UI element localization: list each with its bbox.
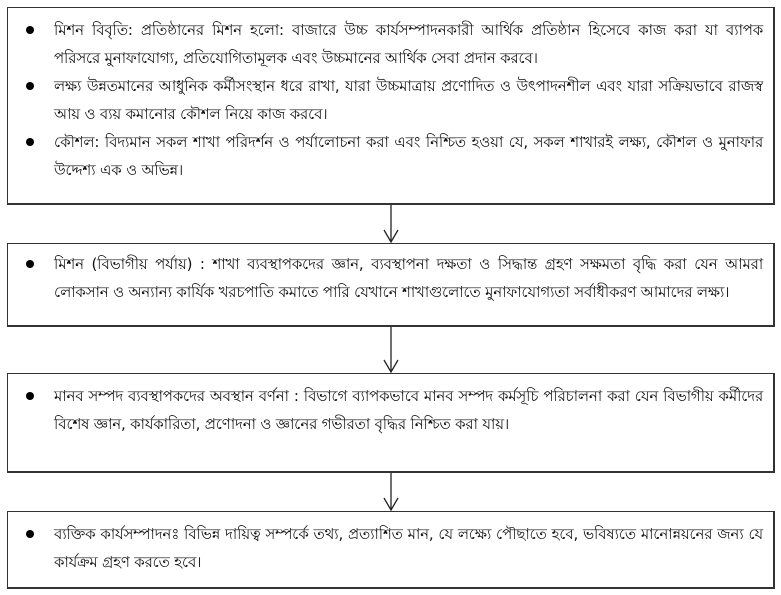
bullet-icon bbox=[18, 72, 54, 100]
item-text: লক্ষ্য উন্নতমানের আধুনিক কর্মীসংস্থান ধরে রাখা, যারা উচ্চমাত্রায় প্রণোদিত ও উৎপাদনশীল এবং যারা সক্রিয়ভাবে রাজস্ব আয় ও ব্যয় কমানোর কৌশল নিয়ে কাজ করবে। bbox=[54, 77, 763, 123]
flow-box-individual-performance bbox=[7, 511, 775, 589]
bullet-icon bbox=[18, 382, 54, 410]
down-arrow-icon bbox=[383, 473, 399, 511]
list-item bbox=[18, 250, 763, 306]
down-arrow-icon bbox=[383, 205, 399, 243]
bullet-icon bbox=[18, 520, 54, 548]
item-text: মানব সম্পদ ব্যবস্থাপকদের অবস্থান বর্ণনা : বিভাগে ব্যাপকভাবে মানব সম্পদ কর্মসূচি পরিচালনা করা যেন বিভাগীয় কর্মীদের বিশেষ জ্ঞান, কার্যকারিতা, প্রণোদনা ও জ্ঞানের গভীরতা বৃদ্ধির নিশ্চিত করা যায়। bbox=[54, 387, 763, 433]
list-item bbox=[18, 520, 763, 576]
item-text: মিশন বিবৃতি: প্রতিষ্ঠানের মিশন হলো: বাজারে উচ্চ কার্যসম্পাদনকারী আর্থিক প্রতিষ্ঠান হিসেবে কাজ করা যা ব্যাপক পরিসরে মুনাফাযোগ্য, প্রতিযোগিতামূলক এবং উচ্চমানের আর্থিক সেবা প্রদান করবে। bbox=[54, 21, 763, 67]
item-text: কৌশল: বিদ্যমান সকল শাখা পরিদর্শন ও পর্যালোচনা করা এবং নিশ্চিত হওয়া যে, সকল শাখারই লক্ষ্য, কৌশল ও মুনাফার উদ্দেশ্য এক ও অভিন্ন। bbox=[54, 133, 763, 179]
list-item bbox=[18, 382, 763, 438]
down-arrow-icon bbox=[383, 327, 399, 373]
item-text: মিশন (বিভাগীয় পর্যায়) : শাখা ব্যবস্থাপকদের জ্ঞান, ব্যবস্থাপনা দক্ষতা ও সিদ্ধান্ত গ্রহণ সক্ষমতা বৃদ্ধি করা যেন আমরা লোকসান ও অন্যান্য কার্যিক খরচপাতি কমাতে পারি যেখানে শাখাগুলোতে মুনাফাযোগ্যতা সর্বাধীকরণ আমাদের লক্ষ্য। bbox=[54, 255, 763, 301]
flow-box-mission-statement bbox=[7, 7, 775, 205]
list-item bbox=[18, 72, 763, 128]
flow-box-divisional-mission bbox=[7, 243, 775, 327]
list-item bbox=[18, 16, 763, 72]
bullet-icon bbox=[18, 128, 54, 156]
bullet-icon bbox=[18, 16, 54, 44]
item-text: ব্যক্তিক কার্যসম্পাদনঃ বিভিন্ন দায়িত্ব সম্পর্কে তথ্য, প্রত্যাশিত মান, যে লক্ষ্যে পৌছাতে হবে, ভবিষ্যতে মানোন্নয়নের জন্য যে কার্যক্রম গ্রহণ করতে হবে। bbox=[54, 525, 763, 571]
bullet-icon bbox=[18, 250, 54, 278]
list-item bbox=[18, 128, 763, 184]
flow-box-hr-manager-position bbox=[7, 373, 775, 473]
